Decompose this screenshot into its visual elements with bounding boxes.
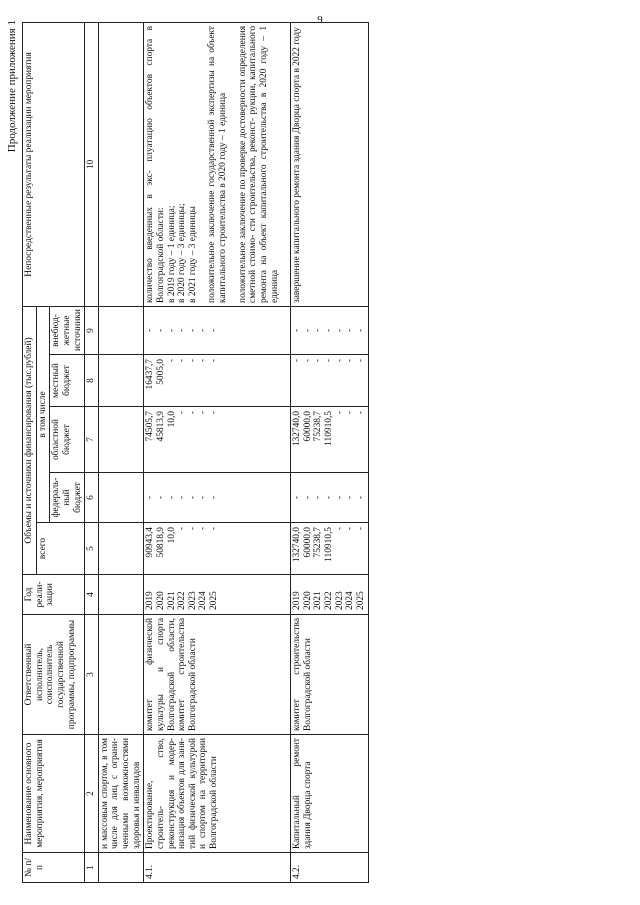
funding-total: [98, 523, 144, 575]
header-regional: областной бюджет: [50, 407, 85, 473]
funding-local: [98, 355, 144, 407]
implementation-years-value: 2025: [355, 591, 366, 610]
funding-regional-value: -: [209, 411, 219, 415]
funding-regional-value: -: [345, 411, 356, 415]
funding-federal-value: -: [209, 495, 219, 500]
funding-extra-value: -: [355, 328, 366, 333]
funding-extra-value: -: [155, 328, 166, 333]
funding-regional-value: 10,0: [166, 411, 177, 428]
funding-total: [291, 523, 368, 575]
funding-extra-value: -: [324, 328, 334, 333]
funding-local-value: -: [177, 359, 188, 363]
col-number: 4: [85, 575, 99, 615]
funding-federal-value: -: [187, 495, 198, 500]
implementation-years-value: 2021: [166, 591, 177, 610]
implementation-years-value: 2023: [187, 591, 198, 610]
col-number: 5: [85, 523, 99, 575]
funding-extra-value: -: [313, 328, 324, 333]
funding-regional-value: 110910,5: [324, 411, 334, 446]
result-item: завершение капитального ремонта здания Дворца спорта в 2022 году: [292, 27, 303, 303]
funding-regional-value: -: [187, 411, 198, 415]
col-number: 7: [85, 407, 99, 473]
implementation-years-value: 2021: [313, 591, 324, 610]
funding-total-value: 60000,0: [302, 527, 313, 558]
implementation-years-value: 2020: [302, 591, 313, 610]
responsible-executor: комитет строительства Волгоградской области: [291, 615, 368, 735]
result-item: положительное заключение по проверке достоверности определения сметной стоимо- сти строительства, реконст- рукции, капитального ремонта на объект капитального строительства в 2020 году – 1 единица: [237, 25, 280, 303]
funding-extra: [98, 306, 144, 354]
column-number-row: [85, 22, 99, 882]
header-total: всего: [36, 523, 85, 575]
funding-extra-value: -: [292, 328, 303, 333]
implementation-years-value: 2024: [345, 591, 356, 610]
funding-regional-value: -: [334, 411, 345, 415]
funding-extra-value: -: [345, 328, 356, 333]
funding-total-value: -: [355, 527, 366, 531]
col-number: 8: [85, 355, 99, 407]
funding-local-value: -: [209, 359, 219, 363]
funding-federal-value: -: [355, 495, 366, 500]
funding-federal-value: -: [334, 495, 345, 500]
result-item: количество введенных в экс- плуатацию объектов спорта в Волгоградской области: в 2019 году – 1 единица; в 2020 году – 3 единицы; в 2021 году – 3 единицы: [145, 25, 198, 303]
funding-local-value: -: [198, 359, 209, 363]
header-funding-group: Объемы и источники финансирования (тыс.рублей): [23, 306, 37, 574]
funding-extra-value: -: [177, 328, 188, 333]
funding-regional-value: -: [177, 411, 188, 415]
col-number: 6: [85, 473, 99, 523]
funding-extra: [291, 306, 368, 354]
col-number: 10: [85, 22, 99, 306]
implementation-years: [98, 575, 144, 615]
funding-regional-value: -: [198, 411, 209, 415]
activity-name: Проектирование, строитель- ство, реконструкция и модер- низация объектов для заня- тий физической культурой и спортом на территории Волгоградской области: [144, 735, 291, 853]
implementation-years-value: 2022: [177, 591, 188, 610]
header-responsible: Ответственный исполнитель, соисполнитель государственной программы, подпрограммы: [23, 615, 85, 735]
funding-local-value: -: [187, 359, 198, 363]
activity-results: [98, 22, 144, 306]
funding-extra-value: -: [334, 328, 345, 333]
funding-local-value: 16437,7: [145, 359, 156, 390]
implementation-years: [144, 575, 291, 615]
header-num: № п/п: [23, 853, 85, 883]
funding-extra-value: -: [166, 328, 177, 333]
funding-federal-value: -: [145, 495, 156, 500]
funding-regional-value: 132740,0: [292, 411, 303, 447]
header-name: Наименование основного мероприятия, мероприятия: [23, 735, 85, 853]
implementation-years-value: 2019: [292, 591, 303, 610]
funding-regional: [291, 407, 368, 473]
header-local: местный бюджет: [50, 355, 85, 407]
funding-total-value: -: [345, 527, 356, 531]
funding-local-value: -: [166, 359, 177, 363]
implementation-years-value: 2019: [145, 591, 156, 610]
funding-regional: [144, 407, 291, 473]
funding-total-value: 10,0: [166, 527, 177, 544]
header-row-1: [23, 22, 37, 882]
implementation-years-value: 2024: [198, 591, 209, 610]
header-federal: федераль- ный бюджет: [50, 473, 85, 523]
funding-local-value: -: [292, 359, 303, 363]
funding-local-value: -: [324, 359, 334, 363]
funding-federal: [98, 473, 144, 523]
table-body: [98, 22, 368, 882]
header-year: Год реали- зации: [23, 575, 85, 615]
table-row: [98, 22, 144, 882]
implementation-years-value: 2020: [155, 591, 166, 610]
funding-federal-value: -: [324, 495, 334, 500]
funding-regional-value: 60000,0: [302, 411, 313, 442]
funding-federal-value: -: [345, 495, 356, 500]
funding-local-value: -: [313, 359, 324, 363]
header-in-that: в том числе: [36, 306, 50, 522]
funding-federal: [144, 473, 291, 523]
funding-total-value: 50818,9: [155, 527, 166, 558]
row-number: [98, 853, 144, 883]
col-number: 9: [85, 306, 99, 354]
funding-total-value: -: [334, 527, 345, 531]
funding-local-value: 5005,0: [155, 359, 166, 385]
table-row: [291, 22, 368, 882]
program-activities-table: [22, 22, 369, 883]
funding-federal-value: -: [166, 495, 177, 500]
continuation-label: Продолжение приложения 1: [6, 20, 18, 153]
activity-results: [144, 22, 291, 306]
funding-local: [291, 355, 368, 407]
funding-total-value: 110910,5: [324, 527, 334, 562]
activity-name: и массовым спортом, в том числе для лиц с ограни- ченными возможностями здоровья и инвалидов: [98, 735, 144, 853]
page-number: 9: [317, 14, 323, 26]
funding-federal: [291, 473, 368, 523]
header-results: Непосредственные результаты реализации мероприятия: [23, 22, 85, 306]
col-number: 3: [85, 615, 99, 735]
col-number: 1: [85, 853, 99, 883]
funding-total-value: 75238,7: [313, 527, 324, 558]
funding-regional-value: 75238,7: [313, 411, 324, 442]
header-extra: внебюд- жетные источники: [50, 306, 85, 354]
activity-results: [291, 22, 368, 306]
implementation-years: [291, 575, 368, 615]
funding-extra: [144, 306, 291, 354]
funding-local: [144, 355, 291, 407]
funding-total: [144, 523, 291, 575]
col-number: 2: [85, 735, 99, 853]
funding-extra-value: -: [187, 328, 198, 333]
funding-extra-value: -: [209, 328, 219, 333]
activity-name: Капитальный ремонт здания Дворца спорта: [291, 735, 368, 853]
funding-total-value: -: [177, 527, 188, 531]
funding-total-value: 132740,0: [292, 527, 303, 563]
funding-total-value: -: [187, 527, 198, 531]
funding-federal-value: -: [155, 495, 166, 500]
row-number: 4.1.: [144, 853, 291, 883]
funding-extra-value: -: [145, 328, 156, 333]
implementation-years-value: 2023: [334, 591, 345, 610]
implementation-years-value: 2022: [324, 591, 334, 610]
table-row: [144, 22, 291, 882]
funding-total-value: -: [198, 527, 209, 531]
funding-local-value: -: [302, 359, 313, 363]
funding-federal-value: -: [302, 495, 313, 500]
funding-federal-value: -: [198, 495, 209, 500]
funding-federal-value: -: [292, 495, 303, 500]
funding-regional: [98, 407, 144, 473]
funding-total-value: -: [209, 527, 219, 531]
result-item: положительное заключение государственной экспертизы на объект капитального строительства в 2020 году – 1 единица: [207, 25, 228, 303]
row-number: 4.2.: [291, 853, 368, 883]
funding-local-value: -: [334, 359, 345, 363]
funding-federal-value: -: [177, 495, 188, 500]
responsible-executor: [98, 615, 144, 735]
implementation-years-value: 2025: [209, 591, 219, 610]
funding-federal-value: -: [313, 495, 324, 500]
funding-local-value: -: [355, 359, 366, 363]
funding-regional-value: -: [355, 411, 366, 415]
funding-regional-value: 45813,9: [155, 411, 166, 442]
funding-local-value: -: [345, 359, 356, 363]
funding-extra-value: -: [198, 328, 209, 333]
funding-regional-value: 74505,7: [145, 411, 156, 442]
funding-extra-value: -: [302, 328, 313, 333]
funding-total-value: 90943,4: [145, 527, 156, 558]
responsible-executor: комитет физической культуры и спорта Волгоградской области, комитет строительства Волгоградской области: [144, 615, 291, 735]
